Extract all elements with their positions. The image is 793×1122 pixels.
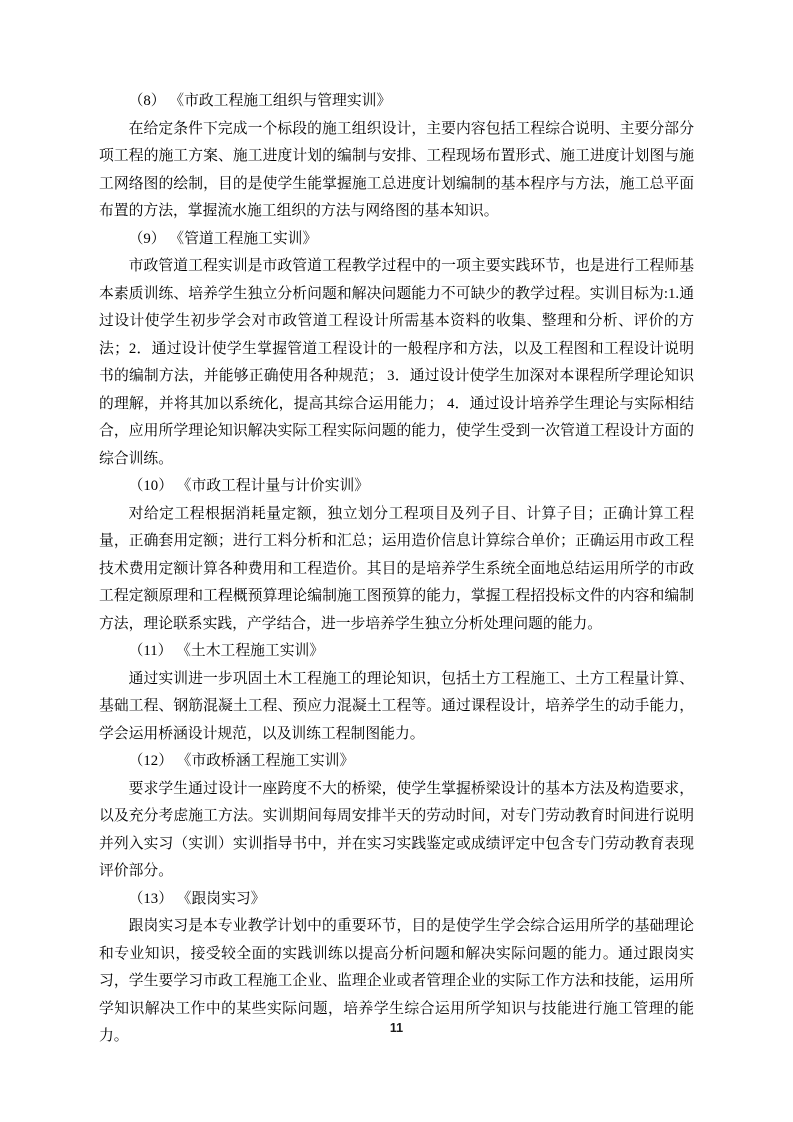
section-heading: （13） 《跟岗实习》 — [128, 890, 266, 907]
section-9 — [99, 226, 694, 474]
section-paragraph: 市政管道工程实训是市政管道工程教学过程中的一项主要实践环节，也是进行工程师基本素质训练、培养学生独立分析问题和解决问题能力不可缺少的教学过程。实训目标为:1.通过设计使学生初步学会对市政管道工程设计所需基本资料的收集、整理和分析、评价的方法；2．通过设计使学生掌握管道工程设计的一般程序和方法，以及工程图和工程设计说明书的编制方法，并能够正确使用各种规范； 3．通过设计使学生加深对本课程所学理论知识的理解，并将其加以系统化，提高其综合运用能力； 4．通过设计培养学生理论与实际相结合，应用所学理论知识解决实际工程实际问题的能力，使学生受到一次管道工程设计方面的综合训练。 — [99, 258, 694, 467]
section-paragraph: 通过实训进一步巩固土木工程施工的理论知识，包括土方工程施工、土方工程量计算、基础工程、钢筋混凝土工程、预应力混凝土工程等。通过课程设计，培养学生的动手能力，学会运用桥涵设计规范，以及训练工程制图能力。 — [99, 670, 694, 742]
page-number: 11 — [389, 1021, 404, 1035]
document-body — [99, 88, 694, 1051]
section-10 — [99, 473, 694, 638]
section-11 — [99, 638, 694, 748]
section-paragraph: 对给定工程根据消耗量定额，独立划分工程项目及列子目、计算子目；正确计算工程量，正确套用定额；进行工料分析和汇总；运用造价信息计算综合单价；正确运用市政工程技术费用定额计算各种费用和工程造价。其目的是培养学生系统全面地总结运用所学的市政工程定额原理和工程概预算理论编制施工图预算的能力，掌握工程招投标文件的内容和编制方法，理论联系实践，产学结合，进一步培养学生独立分析处理问题的能力。 — [99, 505, 694, 632]
section-paragraph: 在给定条件下完成一个标段的施工组织设计，主要内容包括工程综合说明、主要分部分项工程的施工方案、施工进度计划的编制与安排、工程现场布置形式、施工进度计划图与施工网络图的绘制，目的是使学生能掌握施工总进度计划编制的基本程序与方法，施工总平面布置的方法，掌握流水施工组织的方法与网络图的基本知识。 — [99, 120, 694, 219]
section-heading: （8） 《市政工程施工组织与管理实训》 — [128, 93, 392, 109]
section-paragraph: 跟岗实习是本专业教学计划中的重要环节，目的是使学生学会综合运用所学的基础理论和专业知识，接受较全面的实践训练以提高分析问题和解决实际问题的能力。通过跟岗实习，学生要学习市政工程施工企业、监理企业或者管理企业的实际工作方法和技能，运用所学知识解决工作中的某些实际问题，培养学生综合运用所学知识与技能进行施工管理的能力。 — [99, 918, 694, 1044]
section-paragraph: 要求学生通过设计一座跨度不大的桥梁，使学生掌握桥梁设计的基本方法及构造要求，以及充分考虑施工方法。实训期间每周安排半天的劳动时间，对专门劳动教育时间进行说明并列入实习（实训）实训指导书中，并在实习实践鉴定或成绩评定中包含专门劳动教育表现评价部分。 — [99, 780, 694, 879]
section-heading: （10） 《市政工程计量与计价实训》 — [128, 478, 370, 494]
section-heading: （9） 《管道工程施工实训》 — [128, 230, 318, 247]
section-12 — [99, 748, 694, 886]
section-8 — [99, 88, 694, 226]
section-heading: （11） 《土木工程施工实训》 — [128, 643, 325, 659]
section-heading: （12） 《市政桥涵工程施工实训》 — [128, 753, 355, 769]
